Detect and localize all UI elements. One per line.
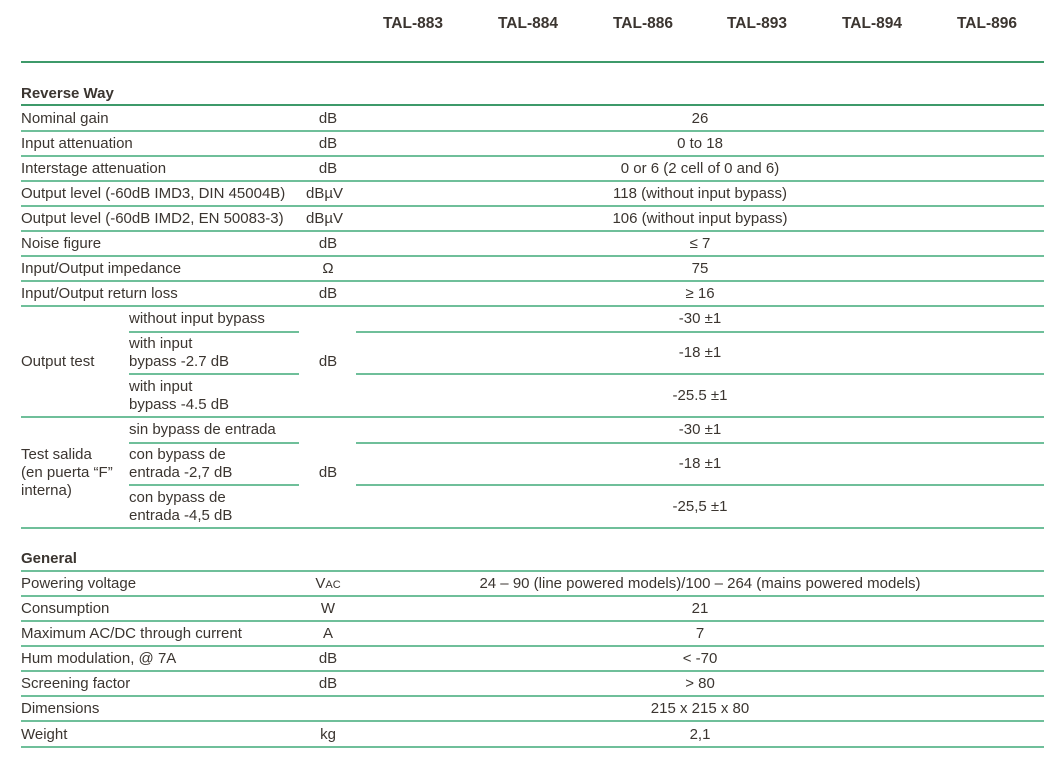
subrow-value: -18 ±1	[678, 455, 722, 472]
model-header: TAL-896	[956, 15, 1017, 32]
row-unit: dB	[318, 285, 338, 302]
row-unit: dB	[318, 135, 338, 152]
divider	[21, 645, 1044, 647]
subrow-label	[129, 421, 276, 439]
divider	[129, 484, 299, 486]
unit-main: V	[315, 575, 326, 592]
row-value: ≥ 16	[685, 285, 715, 302]
row-value: > 80	[685, 675, 715, 692]
row-value: 0 or 6 (2 cell of 0 and 6)	[620, 160, 780, 177]
divider	[21, 230, 1044, 232]
divider	[356, 442, 1044, 444]
model-header: TAL-884	[497, 15, 558, 32]
row-unit: dBµV	[306, 185, 343, 202]
subrow-label	[129, 446, 232, 482]
divider	[129, 373, 299, 375]
row-unit: A	[322, 625, 333, 642]
divider	[21, 255, 1044, 257]
row-unit	[300, 575, 356, 592]
row-label: Maximum AC/DC through current	[21, 625, 242, 642]
group-label-line: (en puerta “F”	[21, 464, 113, 481]
divider	[129, 442, 299, 444]
row-label: Screening factor	[21, 675, 131, 692]
group-label: Output test	[21, 353, 95, 370]
group-label	[21, 446, 113, 500]
divider	[21, 620, 1044, 622]
row-value: 75	[691, 260, 709, 277]
row-unit: W	[320, 600, 336, 617]
subrow-label-line: sin bypass de entrada	[129, 421, 276, 438]
subrow-label-line: bypass -2.7 dB	[129, 353, 230, 370]
divider	[21, 416, 1044, 418]
row-unit: dB	[318, 675, 338, 692]
group-unit: dB	[318, 353, 338, 370]
row-value: 118 (without input bypass)	[613, 185, 787, 202]
subrow-label-line: bypass -4.5 dB	[129, 396, 230, 413]
subrow-value: -30 ±1	[678, 310, 722, 327]
divider	[21, 570, 1044, 572]
row-value: 215 x 215 x 80	[650, 700, 750, 717]
row-value: 24 – 90 (line powered models)/100 – 264 (mains powered models)	[479, 575, 921, 592]
row-label: Interstage attenuation	[21, 160, 167, 177]
row-value: 7	[695, 625, 705, 642]
subrow-label-line: con bypass de	[129, 489, 226, 506]
subrow-label-line: without input bypass	[129, 310, 265, 327]
row-unit: dB	[318, 160, 338, 177]
section-title-reverse-way: Reverse Way	[21, 85, 114, 102]
row-unit: dBµV	[306, 210, 343, 227]
divider	[21, 155, 1044, 157]
divider	[21, 720, 1044, 722]
group-label-line: interna)	[21, 482, 72, 499]
row-value: 2,1	[689, 726, 711, 743]
model-header: TAL-894	[841, 15, 902, 32]
row-label: Nominal gain	[21, 110, 109, 127]
row-value: 26	[691, 110, 709, 127]
row-unit: Ω	[322, 260, 334, 277]
row-label: Output level (-60dB IMD3, DIN 45004B)	[21, 185, 286, 202]
row-label: Input/Output return loss	[21, 285, 178, 302]
section-title-general: General	[21, 550, 77, 567]
divider	[21, 205, 1044, 207]
subrow-label	[129, 335, 229, 371]
subrow-value: -30 ±1	[678, 421, 722, 438]
row-value: 21	[691, 600, 709, 617]
divider	[356, 331, 1044, 333]
divider	[129, 331, 299, 333]
group-unit: dB	[318, 464, 338, 481]
divider	[21, 180, 1044, 182]
row-unit: dB	[318, 650, 338, 667]
subrow-label-line: with input	[129, 335, 193, 352]
divider	[21, 595, 1044, 597]
divider	[21, 670, 1044, 672]
row-label: Consumption	[21, 600, 110, 617]
row-label: Output level (-60dB IMD2, EN 50083-3)	[21, 210, 284, 227]
subrow-label-line: con bypass de	[129, 446, 226, 463]
row-label: Input attenuation	[21, 135, 133, 152]
subrow-label	[129, 489, 232, 525]
model-header: TAL-886	[612, 15, 673, 32]
row-label: Input/Output impedance	[21, 260, 182, 277]
group-label-line: Test salida	[21, 446, 92, 463]
row-unit: dB	[318, 110, 338, 127]
row-value: 106 (without input bypass)	[612, 210, 788, 227]
row-value: ≤ 7	[689, 235, 711, 252]
divider	[21, 746, 1044, 748]
divider	[356, 373, 1044, 375]
subrow-label-line: entrada -4,5 dB	[129, 507, 233, 524]
divider	[356, 484, 1044, 486]
row-label: Powering voltage	[21, 575, 137, 592]
divider	[21, 130, 1044, 132]
subrow-value: -25,5 ±1	[672, 498, 728, 515]
divider	[21, 280, 1044, 282]
row-label: Weight	[21, 726, 68, 743]
row-unit: dB	[318, 235, 338, 252]
row-value: 0 to 18	[677, 135, 723, 152]
row-label: Dimensions	[21, 700, 100, 717]
subrow-label-line: with input	[129, 378, 193, 395]
subrow-label	[129, 310, 265, 328]
subrow-value: -25.5 ±1	[672, 387, 728, 404]
row-label: Noise figure	[21, 235, 102, 252]
row-label: Hum modulation, @ 7A	[21, 650, 177, 667]
header-divider	[21, 61, 1044, 63]
model-header: TAL-883	[382, 15, 443, 32]
subrow-label	[129, 378, 229, 414]
divider	[21, 104, 1044, 106]
row-value: < -70	[682, 650, 718, 667]
divider	[21, 305, 1044, 307]
divider	[21, 695, 1044, 697]
subrow-value: -18 ±1	[678, 344, 722, 361]
unit-sub: AC	[325, 579, 341, 591]
subrow-label-line: entrada -2,7 dB	[129, 464, 233, 481]
row-unit: kg	[320, 726, 336, 743]
divider	[21, 527, 1044, 529]
model-header: TAL-893	[726, 15, 787, 32]
